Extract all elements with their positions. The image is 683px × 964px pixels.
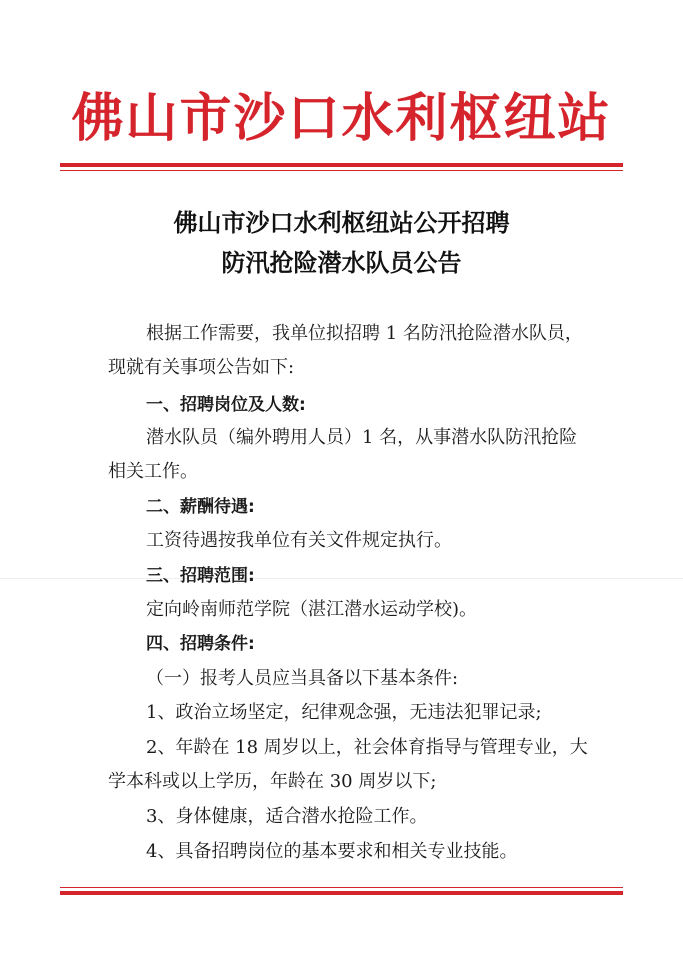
- section4-sub1: （一）报考人员应当具备以下基本条件:: [146, 668, 459, 689]
- section1-line2: 相关工作。: [108, 461, 198, 482]
- letterhead-rule-thick: [60, 163, 623, 167]
- section4-heading: 四、招聘条件:: [146, 634, 255, 654]
- condition-2-line1: 2、年龄在 18 周岁以上，社会体育指导与管理专业，大: [146, 737, 588, 758]
- condition-2-line2: 学本科或以上学历，年龄在 30 周岁以下;: [108, 771, 437, 792]
- notice-title-line2: 防汛抢险潜水队员公告: [221, 248, 462, 277]
- condition-3: 3、身体健康，适合潜水抢险工作。: [146, 806, 428, 827]
- footer-rule-thick: [60, 891, 623, 895]
- footer-rule-thin: [60, 887, 623, 888]
- section1-line1: 潜水队员（编外聘用人员）1 名，从事潜水队防汛抢险: [146, 427, 578, 448]
- condition-1: 1、政治立场坚定，纪律观念强，无违法犯罪记录;: [146, 702, 542, 723]
- section2-heading: 二、薪酬待遇:: [146, 497, 255, 517]
- letterhead-rule-thin: [60, 170, 623, 171]
- section3-line1: 定向岭南师范学院（湛江潜水运动学校)。: [146, 599, 478, 620]
- section2-line1: 工资待遇按我单位有关文件规定执行。: [146, 530, 452, 551]
- notice-title-line1: 佛山市沙口水利枢纽站公开招聘: [173, 208, 510, 237]
- section1-heading: 一、招聘岗位及人数:: [146, 395, 306, 415]
- intro-line2: 现就有关事项公告如下:: [108, 357, 295, 378]
- intro-line1: 根据工作需要，我单位拟招聘 1 名防汛抢险潜水队员，: [146, 323, 583, 344]
- letterhead-org-name: 佛山市沙口水利枢纽站: [71, 88, 612, 149]
- condition-4: 4、具备招聘岗位的基本要求和相关专业技能。: [146, 841, 518, 862]
- section3-heading: 三、招聘范围:: [146, 566, 255, 586]
